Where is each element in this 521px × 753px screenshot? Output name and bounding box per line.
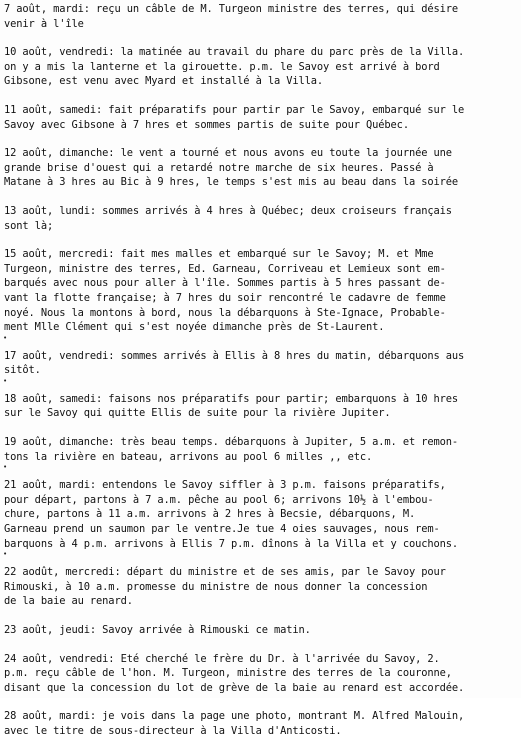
entry-text: 10 août, vendredi: la matinée au travail du phare du parc près de la Villa. on y a mis la lanterne et la girouette. p.m. le Savoy est arrivé à bord Gibsone, est venu avec Myard et installé à la Villa. — [4, 46, 465, 88]
entry-text: 21 août, mardi: entendons le Savoy siffler à 3 p.m. faisons préparatifs, pour départ, partons à 7 a.m. pêche au pool 6; arrivons 10½ à l'embou- chure, partons à 11 a.m. arrivons à 2 hres à Becsie, débarquons, M. Garneau prend un saumon par le ventre.Je tue 4 oies sauvages, nous rem- barquons à 4 p.m. arrivons à Ellis 7 p.m. dînons à la Villa et y couchons. — [4, 479, 459, 550]
entry-text: 28 août, mardi: je vois dans la page une photo, montrant M. Alfred Malouin, avec le titre de sous-directeur à la Villa d'Anticosti. — [4, 710, 465, 737]
entry-bullet-mark: • — [3, 376, 8, 385]
journal-entry-19-aout — [3, 435, 516, 472]
entry-text: 17 août, vendredi: sommes arrivés à Ellis à 8 hres du matin, débarquons aus sitôt. — [4, 349, 465, 377]
journal-entry-24-aout — [4, 652, 516, 696]
entry-text: 19 août, dimanche: très beau temps. débarquons à Jupiter, 5 a.m. et remon- tons la rivière en bateau, arrivons au pool 6 milles ,, etc. — [4, 436, 459, 463]
entry-text: 24 août, vendredi: Eté cherché le frère du Dr. à l'arrivée du Savoy, 2. p.m. reçu câble de l'hon. M. Turgeon, ministre des terres de la couronne, disant que la concession du lot de grève de la baie au renard est accordée. — [4, 652, 465, 694]
entry-text: 7 août, mardi: reçu un câble de M. Turgeon ministre des terres, qui désire venir à l'île — [4, 3, 459, 30]
journal-entry-10-aout — [4, 45, 516, 89]
journal-entry-18-aout — [4, 392, 516, 421]
entry-text: 23 août, jeudi: Savoy arrivée à Rimouski ce matin. — [4, 624, 311, 636]
journal-entry-21-aout — [3, 478, 516, 559]
journal-entry-28-aout — [4, 709, 516, 738]
entry-text: 11 août, samedi: fait préparatifs pour partir par le Savoy, embarqué sur le Savoy avec Gibsone à 7 hres et sommes partis de suite pour Québec. — [4, 103, 465, 131]
journal-entry-12-aout — [4, 146, 516, 190]
entry-text: 22 aodût, mercredi: départ du ministre et de ses amis, par le Savoy pour Rimouski, à 10 a.m. promesse du ministre de nous donner la concession de la baie au renard. — [4, 566, 446, 608]
journal-entry-22-aout — [4, 565, 516, 609]
journal-entry-13-aout — [4, 204, 516, 233]
journal-entry-15-aout — [3, 247, 516, 342]
entry-bullet-mark: • — [3, 333, 8, 342]
journal-entry-23-aout — [4, 623, 516, 638]
journal-entry-7-aout — [4, 2, 516, 31]
entry-text: 12 août, dimanche: le vent a tourné et nous avons eu toute la journée une grande brise d'ouest qui a retardé notre marche de six heures. Passé à Matane à 3 hres au Bic à 9 hres, le temps s'est mis au beau dans la soirée — [4, 147, 459, 189]
entry-bullet-mark: • — [3, 550, 8, 559]
journal-entries — [4, 2, 516, 753]
entry-text: 18 août, samedi: faisons nos préparatifs pour partir; embarquons à 10 hres sur le Savoy qui quitte Ellis de suite pour la rivière Jupiter. — [4, 392, 459, 420]
entry-text: 15 août, mercredi: fait mes malles et embarqué sur le Savoy; M. et Mme Turgeon, ministre des terres, Ed. Garneau, Corriveau et Lemieux sont em- barqués avec nous pour aller à l'île. Sommes partis à 5 hres passant de- vant la flotte française; à 7 hres du soir rencontré le cadavre de femme noyé. Nous la montons à bord, nous la débarquons à Ste-Ignace, Probable- ment Mlle Clément qui s'est noyée dimanche près de St-Laurent. — [4, 248, 446, 334]
entry-bullet-mark: • — [3, 463, 8, 472]
journal-entry-17-aout — [3, 349, 516, 385]
entry-text: 13 août, lundi: sommes arrivés à 4 hres à Québec; deux croiseurs français sont là; — [4, 204, 452, 232]
journal-entry-11-aout — [4, 103, 516, 132]
